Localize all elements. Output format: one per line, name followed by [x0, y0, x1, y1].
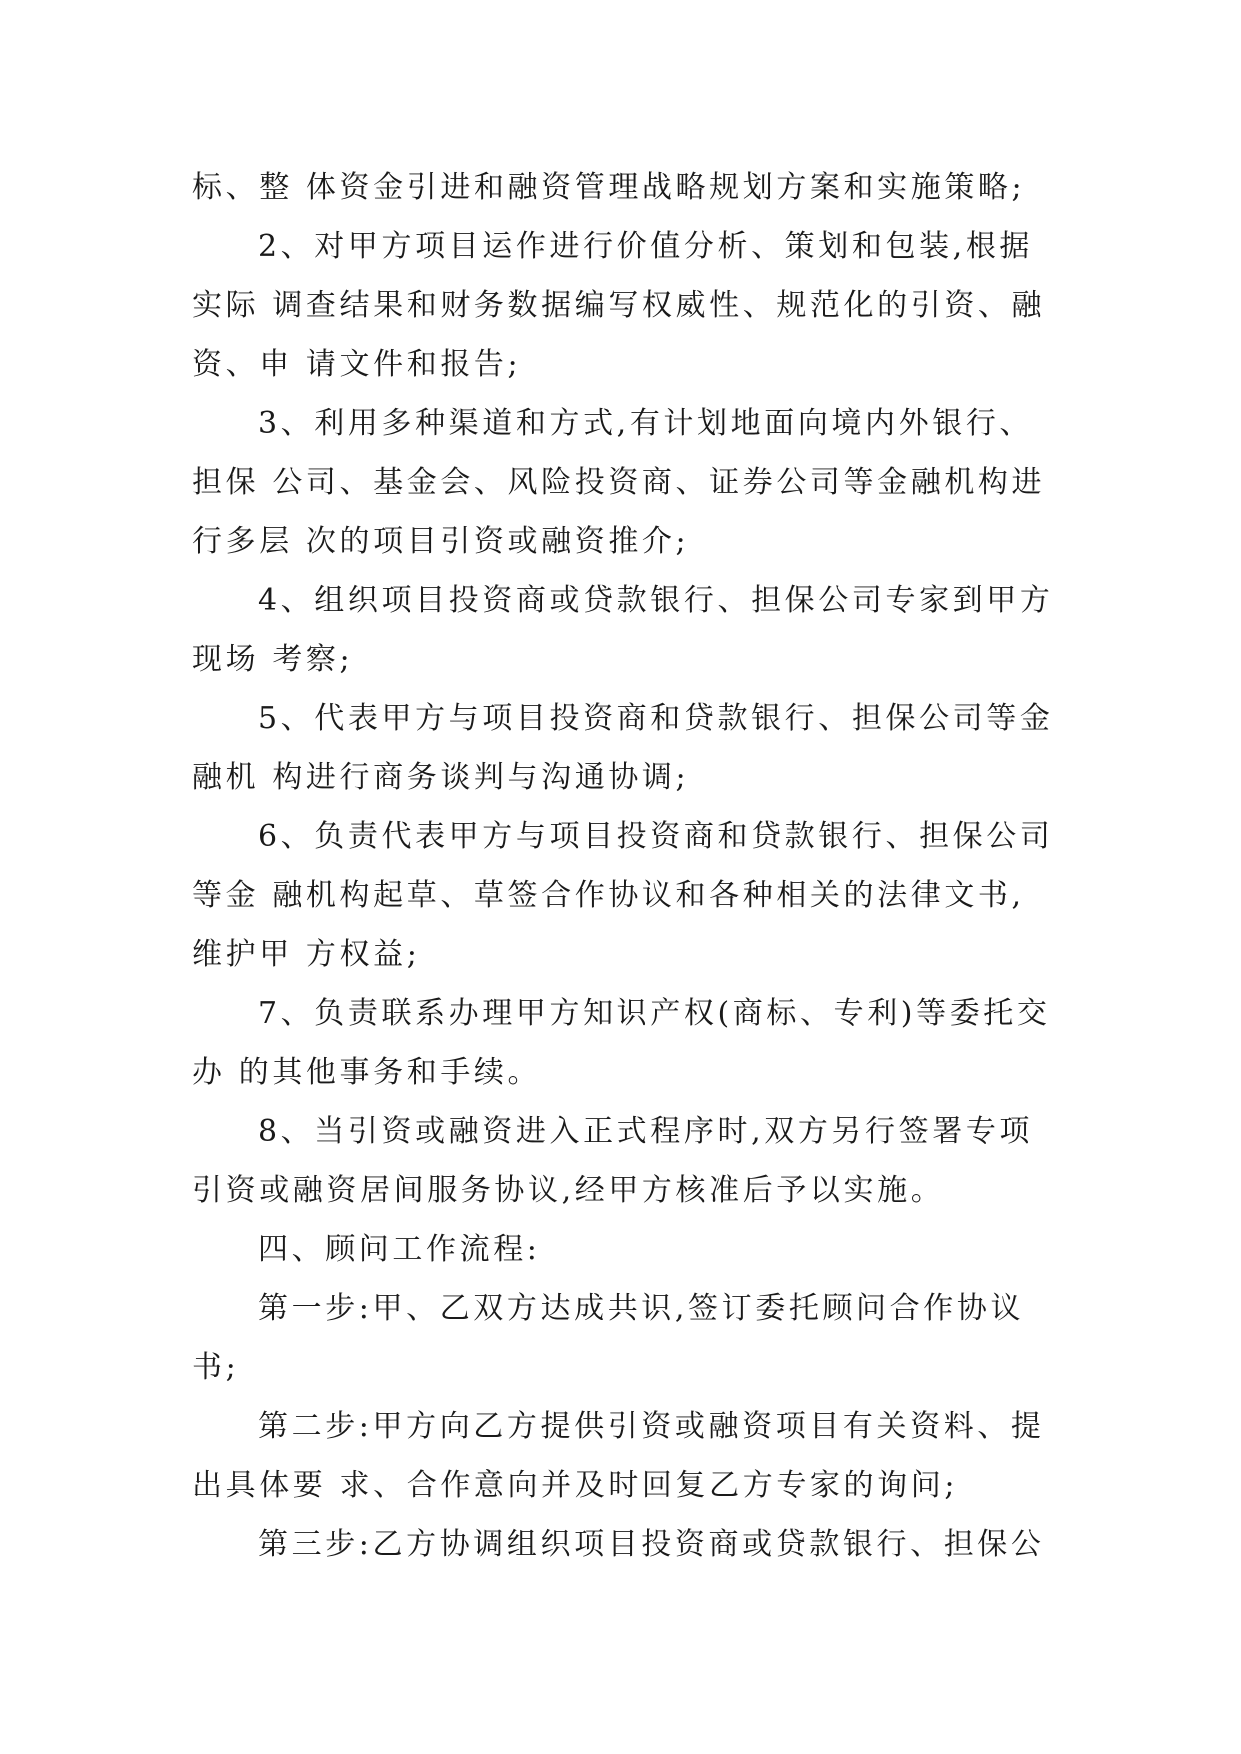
text-line: 2、对甲方项目运作进行价值分析、策划和包装,根据	[258, 229, 1034, 264]
text-line: 办 的其他事务和手续。	[192, 1055, 542, 1090]
text-line: 书;	[192, 1350, 240, 1385]
section-heading: 四、顾问工作流程:	[258, 1232, 541, 1267]
text-line: 担保 公司、基金会、风险投资商、证券公司等金融机构进	[192, 465, 1046, 500]
text-line: 第一步:甲、乙双方达成共识,签订委托顾问合作协议	[258, 1291, 1025, 1326]
text-line: 融机 构进行商务谈判与沟通协调;	[192, 760, 690, 795]
text-line: 7、负责联系办理甲方知识产权(商标、专利)等委托交	[258, 996, 1051, 1031]
text-line: 等金 融机构起草、草签合作协议和各种相关的法律文书,	[192, 878, 1025, 913]
text-line: 第二步:甲方向乙方提供引资或融资项目有关资料、提	[258, 1409, 1045, 1444]
text-line: 5、代表甲方与项目投资商和贷款银行、担保公司等金	[258, 701, 1054, 736]
document-body	[192, 158, 1052, 1574]
text-line: 出具体要 求、合作意向并及时回复乙方专家的询问;	[192, 1468, 959, 1503]
text-line: 实际 调查结果和财务数据编写权威性、规范化的引资、融	[192, 288, 1046, 323]
text-line: 维护甲 方权益;	[192, 937, 421, 972]
text-line: 行多层 次的项目引资或融资推介;	[192, 524, 690, 559]
text-line: 第三步:乙方协调组织项目投资商或贷款银行、担保公	[258, 1527, 1045, 1562]
text-line: 现场 考察;	[192, 642, 354, 677]
text-line: 3、利用多种渠道和方式,有计划地面向境内外银行、	[258, 406, 1034, 441]
text-line: 8、当引资或融资进入正式程序时,双方另行签署专项	[258, 1114, 1034, 1149]
text-line: 4、组织项目投资商或贷款银行、担保公司专家到甲方	[258, 583, 1054, 618]
text-line: 标、整 体资金引进和融资管理战略规划方案和实施策略;	[192, 170, 1026, 205]
text-line: 资、申 请文件和报告;	[192, 347, 522, 382]
text-line: 6、负责代表甲方与项目投资商和贷款银行、担保公司	[258, 819, 1054, 854]
text-line: 引资或融资居间服务协议,经甲方核准后予以实施。	[192, 1173, 945, 1208]
